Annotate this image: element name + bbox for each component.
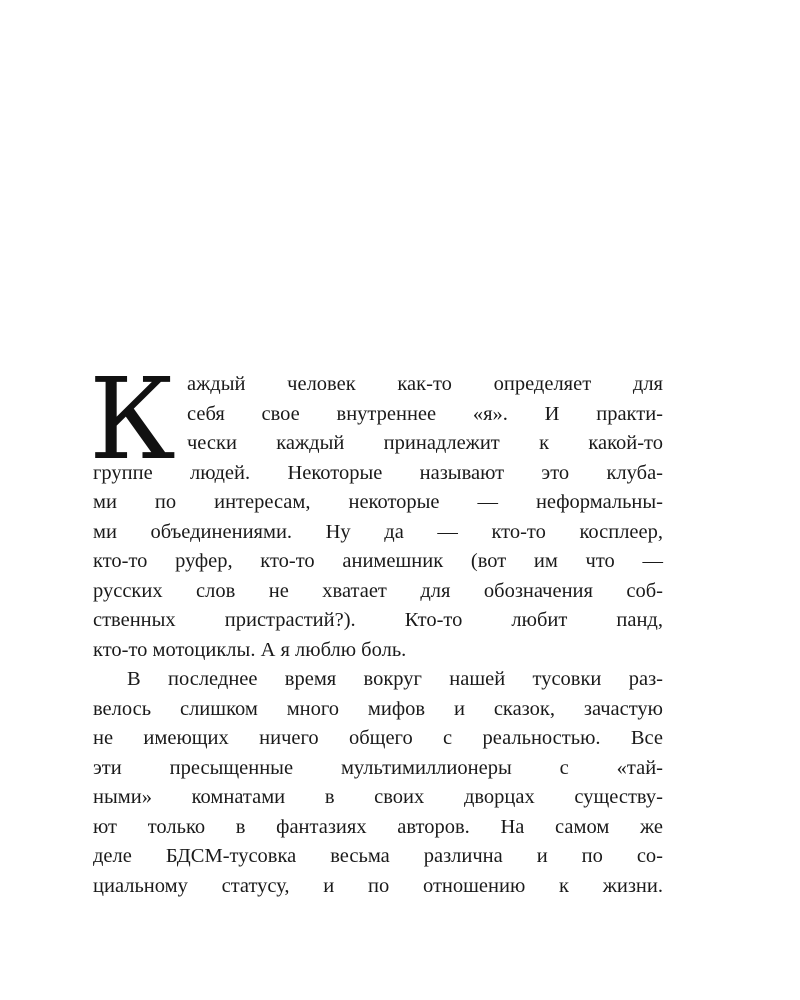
paragraph-2 bbox=[93, 665, 663, 901]
text-line: велось слишком много мифов и сказок, зачастую bbox=[93, 697, 663, 720]
text-line: не имеющих ничего общего с реальностью. Все bbox=[93, 727, 663, 749]
body-text bbox=[89, 355, 663, 901]
text-line: ют только в фантазиях авторов. На самом же bbox=[93, 815, 663, 838]
text-line: ными» комнатами в своих дворцах существу- bbox=[93, 786, 663, 808]
text-line: чески каждый принадлежит к какой-то bbox=[187, 432, 663, 454]
paragraph-1 bbox=[93, 370, 663, 665]
text-line: кто-то мотоциклы. А я люблю боль. bbox=[93, 638, 407, 661]
text-line: кто-то руфер, кто-то анимешник (вот им что — bbox=[93, 550, 663, 572]
text-line: ми по интересам, некоторые — неформальны- bbox=[93, 491, 663, 513]
text-line: русских слов не хватает для обозначения соб- bbox=[93, 579, 663, 602]
text-line: ми объединениями. Ну да — кто-то косплеер, bbox=[93, 520, 663, 543]
text-line: эти пресыщенные мультимиллионеры с «тай- bbox=[93, 756, 663, 779]
text-line: себя свое внутреннее «я». И практи- bbox=[187, 402, 663, 425]
drop-cap-letter: К bbox=[89, 355, 176, 485]
text-line: ственных пристрастий?). Кто-то любит панд, bbox=[93, 609, 663, 631]
text-line: аждый человек как-то определяет для bbox=[187, 373, 663, 395]
text-line: циальному статусу, и по отношению к жизни. bbox=[93, 874, 663, 897]
text-line: группе людей. Некоторые называют это клуба- bbox=[93, 461, 663, 484]
text-line: деле БДСМ-тусовка весьма различна и по со- bbox=[93, 845, 663, 867]
text-line: В последнее время вокруг нашей тусовки раз- bbox=[127, 668, 663, 690]
